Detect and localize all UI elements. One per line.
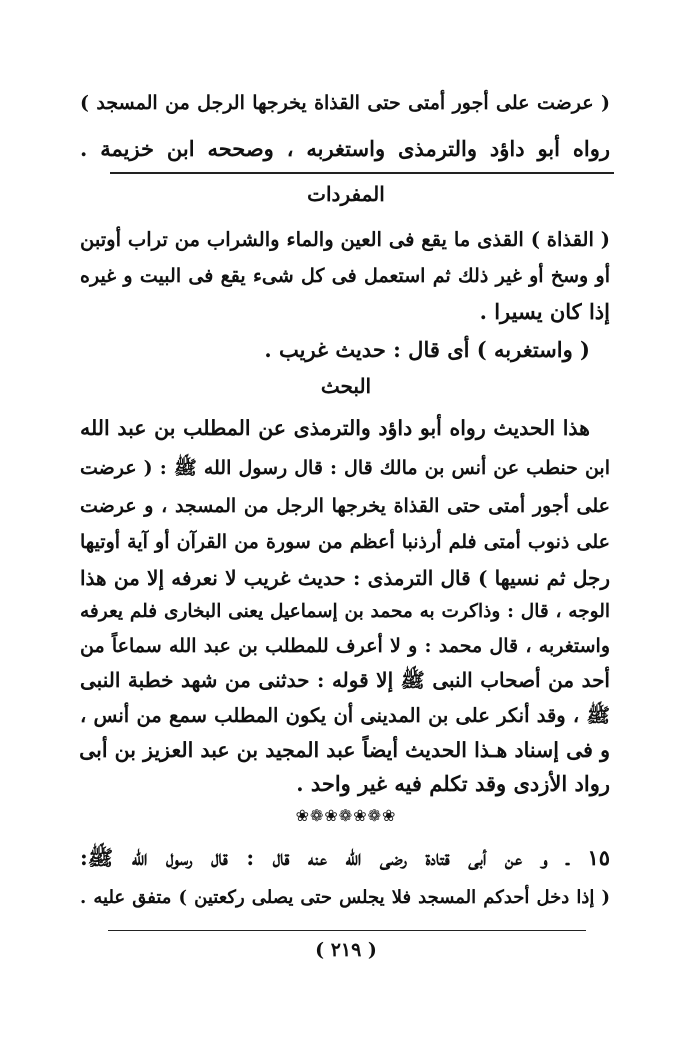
hadith-text-line: ( عرضت على أجور أمتى حتى القذاة يخرجها الرجل من المسجد ) (80, 92, 610, 114)
hadith-number-line: ١٥ ـ و عن أبى قتادة رضى الله عنه قال : قال رسول الله ﷺ: (80, 845, 610, 870)
ornament-divider: ❀❁❀❁❀❁❀ (295, 806, 397, 825)
paragraph-line: على ذنوب أمتى فلم أرذنبا أعظم من سورة من القرآن أو آية أوتيها (80, 531, 610, 553)
hadith-text-line: ( إذا دخل أحدكم المسجد فلا يجلس حتى يصلى ركعتين ) متفق عليه . (80, 887, 610, 908)
paragraph-line: ابن حنطب عن أنس بن مالك قال : قال رسول الله ﷺ : ( عرضت (80, 457, 610, 479)
paragraph-line: إذا كان يسيرا . (479, 299, 610, 324)
paragraph-line: أحد من أصحاب النبى ﷺ إلا قوله : حدثنى من شهد خطبة النبى (80, 668, 610, 692)
paragraph-line: واستغربه ، قال محمد : و لا أعرف للمطلب بن عبد الله سماعاً من (80, 635, 610, 657)
paragraph-line: ﷺ ، وقد أنكر على بن المدينى أن يكون المطلب سمع من أنس ، (80, 704, 610, 727)
paragraph-line: ( القذاة ) القذى ما يقع فى العين والماء والشراب من تراب أوتبن (80, 228, 610, 251)
page-number: ( ٢١٩ ) (315, 939, 377, 961)
paragraph-line: أو وسخ أو غير ذلك ثم استعمل فى كل شىء يقع فى البيت و غيره (80, 265, 610, 287)
paragraph-line: الوجه ، قال : وذاكرت به محمد بن إسماعيل يعنى البخارى فلم يعرفه (80, 601, 610, 622)
section-heading-mufradat: المفردات (307, 182, 385, 206)
hadith-source-line: رواه أبو داؤد والترمذى واستغربه ، وصححه ابن خزيمة . (80, 136, 610, 161)
paragraph-line: و فى إسناد هـذا الحديث أيضاً عبد المجيد بن عبد العزيز بن أبى (79, 738, 610, 762)
paragraph-line: رواد الأزدى وقد تكلم فيه غير واحد . (296, 771, 610, 796)
paragraph-line: على أجور أمتى حتى القذاة يخرجها الرجل من المسجد ، و عرضت (80, 495, 610, 517)
section-heading-bahth: البحث (320, 374, 372, 398)
paragraph-line: رجل ثم نسيها ) قال الترمذى : حديث غريب لا نعرفه إلا من هذا (80, 566, 610, 590)
footer-rule (108, 930, 586, 931)
paragraph-line: ( واستغربه ) أى قال : حديث غريب . (264, 337, 590, 362)
section-divider (110, 172, 614, 174)
paragraph-line: هذا الحديث رواه أبو داؤد والترمذى عن المطلب بن عبد الله (80, 416, 590, 440)
